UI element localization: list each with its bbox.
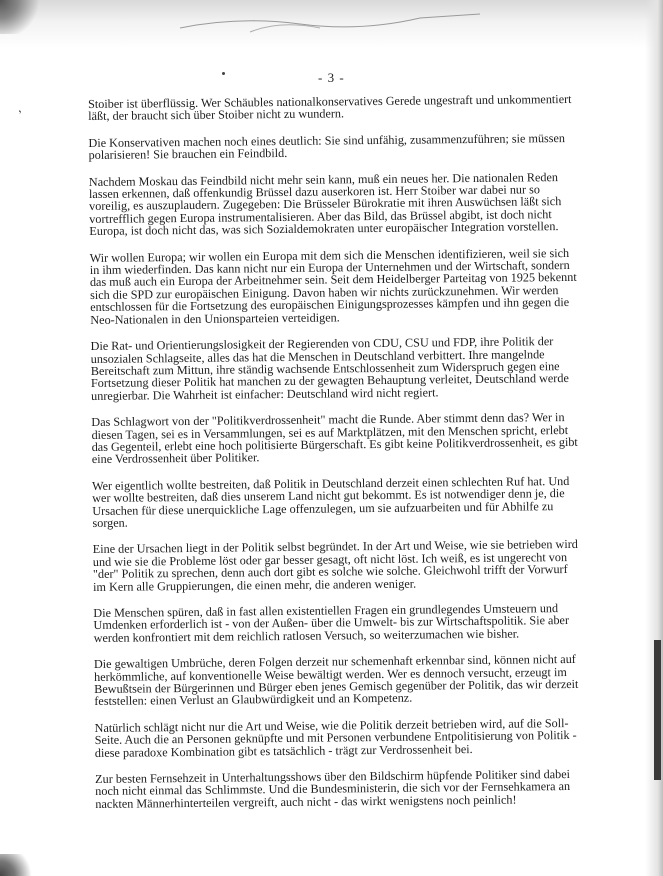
scan-corner-top-left xyxy=(0,0,40,34)
paragraph-6: Das Schlagwort von der "Politikverdrossenheit" macht die Runde. Aber stimmt denn das? Wer in diesen Tagen, sei es in Versammlungen, sei es auf Marktplätzen, mit den Menschen spricht, erlebt das Gegenteil, erlebt eine hoch politisierte Bürgerschaft. Es gibt keine Politikverdrossenheit, es gibt eine Verdrossenheit über Politiker. xyxy=(91,410,578,467)
paragraph-11: Natürlich schlägt nicht nur die Art und Weise, wie die Politik derzeit betrieben wird, auf die Soll-Seite. Auch die an Personen geknüpfte und mit Personen verbundene Entpolitisierung von Politik - diese paradoxe Kombination gibt es tatsächlich - trägt zur Verdrossenheit bei. xyxy=(94,715,577,760)
paragraph-7: Wer eigentlich wollte bestreiten, daß Politik in Deutschland derzeit einen schlechten Ruf hat. Und wer wollte bestreiten, daß dies unserem Land nicht gut bekommt. Es ist notwendiger denn je, die Ursachen für diese unerquickliche Lage offenzulegen, um sie aufzuarbeiten und für Abhilfe zu sorgen. xyxy=(91,473,570,530)
margin-tick-mark: , xyxy=(13,101,23,116)
paragraph-2: Die Konservativen machen noch eines deutlich: Sie sind unfähig, zusammenzuführen; sie müssen polarisieren! Sie brauchen ein Feindbild. xyxy=(88,130,566,163)
page-number: - 3 - xyxy=(318,70,345,85)
scan-right-bar xyxy=(654,640,661,780)
scan-dust-dot xyxy=(222,72,225,75)
paragraph-9: Die Menschen spüren, daß in fast allen existentiellen Fragen ein grundlegendes Umsteuern und Umdenken erforderlich ist - von der Außen- über die Umwelt- bis zur Wirtschaftspolitik. Sie aber werden konfrontiert mit dem reichlich ratlosen Versuch, so weiterzumachen wie bisher. xyxy=(93,601,570,645)
scan-corner-bottom-left xyxy=(0,854,36,876)
paragraph-12: Zur besten Fernsehzeit in Unterhaltungsshows über den Bildschirm hüpfende Politiker sind dabei noch nicht einmal das Schlimmste. Und die Bundesministerin, die sich vor der Fernsehkamera an nackten Männerhinterteilen vergreift, auch nicht - das wirkt wenigstens noch peinlich! xyxy=(95,767,571,811)
scan-scribble-mark xyxy=(180,6,480,36)
paragraph-1: Stoiber ist überflüssig. Wer Schäubles nationalkonservatives Gerede ungestraft und unkommentiert läßt, der braucht sich über Stoiber nicht zu wundern. xyxy=(87,91,572,124)
paragraph-3: Nachdem Moskau das Feindbild nicht mehr sein kann, muß ein neues her. Die nationalen Reden lassen erkennen, daß offenkundig Brüssel dazu auserkoren ist. Herr Stoiber war dabei nur so voreilig, es auszuplaudern. Zugegeben: Die Brüsseler Bürokratie mit ihren Auswüchsen läßt sich vortrefflich gegen Europa instrumentalisieren. Aber das Bild, das Brüssel abgibt, ist doch nicht Europa, ist doch nicht das, was sich Sozialdemokraten unter europäischer Integration vorstellen. xyxy=(88,169,562,239)
paragraph-5: Die Rat- und Orientierungslosigkeit der Regierenden von CDU, CSU und FDP, ihre Politik der unsozialen Schlagseite, alles das hat die Menschen in Deutschland verbittert. Ihre mangelnde Bereitschaft zum Mittun, ihre ständig wachsende Entschlossenheit zum Widerspruch gegen eine Fortsetzung dieser Politik hat manchen zu der gewagten Behauptung verleitet, Deutschland werde unregierbar. Die Wahrheit ist einfacher: Deutschland wird nicht regiert. xyxy=(90,334,569,403)
paragraph-8: Eine der Ursachen liegt in der Politik selbst begründet. In der Art und Weise, wie sie betrieben wird und wie sie die Probleme löst oder gar besser gesagt, oft nicht löst. Ich weiß, es ist ungerecht von "der" Politik zu sprechen, denn auch dort gibt es solche wie solche. Gleichwohl trifft der Vorwurf im Kern alle Gruppierungen, die einen mehr, die anderen weniger. xyxy=(92,537,578,594)
document-body xyxy=(88,93,586,824)
paragraph-4: Wir wollen Europa; wir wollen ein Europa mit dem sich die Menschen identifizieren, weil sie sich in ihm wiederfinden. Das kann nicht nur ein Europa der Unternehmen und der Wirtschaft, sondern das muß auch ein Europa der Arbeitnehmer sein. Seit dem Heidelberger Parteitag von 1925 bekennt sich die SPD zur europäischen Einigung. Davon haben wir nichts zurückzunehmen. Wir werden entschlossen für die Fortsetzung des europäischen Einigungsprozesses kämpfen und ihn gegen die Neo-Nationalen in den Unionsparteien verteidigen. xyxy=(89,245,577,327)
paragraph-10: Die gewaltigen Umbrüche, deren Folgen derzeit nur schemenhaft erkennbar sind, können nicht auf herkömmliche, auf konventionelle Weise bewältigt werden. Wer es dennoch versucht, erzeugt im Bewußtsein der Bürgerinnen und Bürger eben jenes Gemisch gegenüber der Politik, das wir derzeit feststellen: einen Verlust an Glaubwürdigkeit und an Kompetenz. xyxy=(93,652,579,709)
